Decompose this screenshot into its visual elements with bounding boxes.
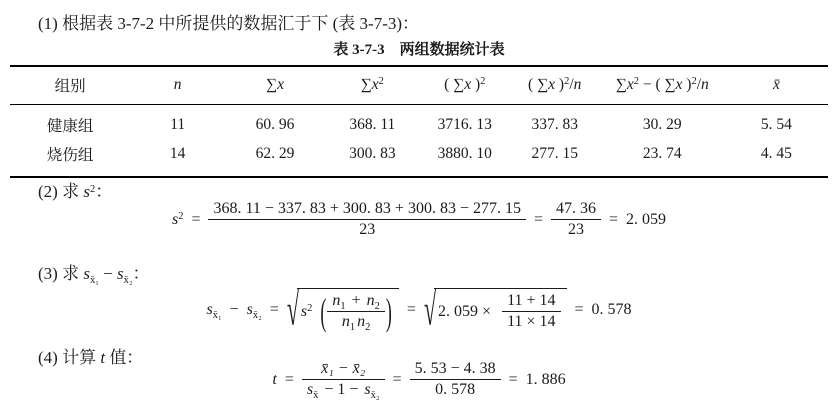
math-text: = [609, 210, 619, 228]
math-base: s [116, 264, 124, 283]
math-text: ∑ [360, 76, 372, 93]
math-text: = [574, 301, 584, 318]
fraction [502, 292, 560, 331]
table-cell: 4. 45 [760, 145, 792, 162]
denominator [551, 219, 601, 239]
math-text: = [269, 301, 279, 318]
table-header-cell [130, 66, 225, 105]
table-row [10, 140, 828, 177]
math-text: − 1 − [320, 381, 363, 398]
math-superscript: 2 [691, 76, 697, 87]
numerator [302, 360, 385, 379]
math-base-superscript [172, 211, 183, 229]
formula-standard-error-difference [0, 283, 838, 335]
math-text: = [191, 210, 201, 228]
math-subscript: x̄₂ [123, 275, 133, 286]
math-text: ) [555, 76, 565, 93]
math-text: 0. 578 [435, 381, 476, 398]
math-base-superscript [627, 76, 639, 93]
intro-paragraph: (1) 根据表 3-7-2 中所提供的数据汇于下 (表 3-7-3)： [38, 14, 420, 33]
math-text: n [173, 76, 182, 93]
table-cell: 23. 74 [642, 145, 682, 162]
math-text: 1. 886 [525, 370, 566, 388]
table-cell: 5. 54 [760, 116, 792, 133]
math-base-superscript [301, 303, 312, 321]
math-text: = [284, 370, 294, 388]
paren-group [319, 292, 393, 331]
numerator [502, 292, 560, 311]
math-text: = [533, 210, 543, 228]
math-text: 11 × 14 [507, 313, 556, 330]
math-text: x [277, 76, 284, 93]
table-header-cell [510, 66, 600, 105]
math-superscript: 2 [564, 76, 570, 87]
math-text: x [464, 76, 472, 93]
math-text: x [675, 76, 683, 93]
math-text: (2) 求 [38, 182, 84, 201]
table-header-cell [225, 66, 325, 105]
math-subscript: 1 [340, 301, 346, 312]
numerator [208, 200, 526, 219]
math-base-subscript [83, 264, 99, 286]
table-cell: 烧伤组 [46, 147, 94, 164]
math-text: ( ∑ [444, 76, 465, 93]
table-header-cell [10, 66, 130, 105]
math-text: 2. 059 [626, 210, 667, 228]
math-text: ： [132, 264, 150, 283]
math-text: / [696, 76, 702, 93]
section-heading-2 [38, 177, 112, 202]
math-subscript: 1 [349, 322, 356, 333]
table-header-cell [325, 66, 420, 105]
math-base-subscript [342, 313, 355, 331]
denominator [327, 311, 385, 331]
table-cell: 3880. 10 [437, 145, 492, 162]
math-base-subscript [367, 292, 380, 310]
radical-sign-icon: √ [423, 283, 437, 335]
statistics-table [10, 65, 828, 178]
denominator [208, 219, 526, 239]
math-subscript: 2 [365, 322, 371, 333]
math-base: s [300, 302, 308, 320]
math-base: s [364, 381, 371, 398]
table-cell: 3716. 13 [437, 116, 492, 133]
math-text: 11 + 14 [507, 292, 556, 309]
math-text: + [347, 292, 365, 309]
math-base-subscript [247, 301, 262, 319]
formula-s-squared [0, 200, 838, 239]
math-text: = [406, 301, 416, 318]
fraction [208, 200, 526, 239]
math-base: s [246, 301, 253, 318]
math-base-superscript [372, 76, 384, 93]
math-text: 5. 53 − 4. 38 [414, 360, 496, 377]
math-text: 23 [359, 221, 376, 238]
fraction [302, 360, 385, 399]
math-text: − [98, 264, 117, 283]
numerator [410, 360, 501, 379]
math-text: ) [682, 76, 692, 93]
numerator [327, 292, 385, 311]
math-text: 368. 11 − 337. 83 + 300. 83 + 300. 83 − 277. 15 [213, 200, 521, 217]
table-cell: 11 [170, 116, 186, 133]
table-cell: 277. 15 [531, 145, 578, 162]
math-subscript: x̄₂ [252, 310, 262, 321]
math-text: 47. 36 [556, 200, 596, 217]
math-text: x̄ [772, 76, 780, 93]
square-root [423, 283, 567, 335]
math-text: / [569, 76, 574, 93]
math-base: s [206, 301, 213, 318]
table-row [10, 105, 828, 141]
section-heading-3 [38, 259, 150, 284]
math-text: (3) 求 [38, 264, 84, 283]
math-text: x [548, 76, 556, 93]
math-text: (4) 计算 [38, 348, 101, 367]
table-cell: 14 [169, 145, 186, 162]
table-cell: 300. 83 [349, 145, 396, 162]
math-base-subscript [116, 264, 133, 286]
paren-content [327, 292, 385, 331]
math-text: = [392, 370, 402, 388]
math-text: = [508, 370, 518, 388]
math-text: − ( ∑ [638, 76, 676, 93]
table-header-cell [725, 66, 828, 105]
math-superscript: 2 [89, 184, 96, 195]
math-text: t [272, 370, 277, 388]
fraction [327, 292, 385, 331]
math-text: 组别 [54, 78, 86, 95]
math-subscript: x̄₁ [212, 310, 222, 321]
left-paren: ( [320, 290, 327, 333]
formula-t-value [0, 360, 838, 399]
table-cell: 60. 96 [255, 116, 295, 133]
math-base: n [357, 313, 366, 330]
table-header-cell [600, 66, 725, 105]
table-cell: 30. 29 [642, 116, 682, 133]
table-title: 表 3-7-3 两组数据统计表 [333, 42, 505, 58]
square-root [286, 283, 399, 335]
table-cell: 337. 83 [531, 116, 578, 133]
math-text: 2. 059 × [438, 302, 496, 320]
numerator [551, 200, 601, 219]
math-base-subscript [206, 301, 221, 319]
table-cell: 368. 11 [349, 116, 396, 133]
math-superscript: 2 [480, 76, 486, 87]
math-base: n [332, 292, 341, 309]
math-base-subscript [332, 292, 345, 310]
radical-sign-icon: √ [286, 283, 299, 335]
math-text: n [573, 76, 582, 93]
math-base: n [341, 313, 350, 330]
math-base-subscript [364, 381, 379, 399]
table-head [10, 66, 828, 105]
math-subscript: x̄₁ [89, 275, 99, 286]
math-base-subscript [357, 313, 370, 331]
math-base-subscript [307, 381, 318, 399]
math-base: s [306, 381, 314, 398]
math-text: t [100, 348, 106, 367]
math-text: ∑ [615, 76, 627, 93]
math-base: n [366, 292, 375, 309]
radicand [434, 288, 566, 332]
math-superscript: 2 [633, 76, 639, 87]
denominator [302, 379, 385, 399]
table-cell: 62. 29 [255, 145, 295, 162]
math-text: 值： [105, 348, 144, 367]
math-text: n [701, 76, 709, 93]
table-body [10, 105, 828, 178]
math-text: ) [471, 76, 481, 93]
math-text: 23 [568, 221, 584, 238]
right-paren: ) [385, 290, 392, 333]
table-header-row [10, 66, 828, 105]
fraction [551, 200, 601, 239]
math-subscript: 2 [374, 301, 380, 312]
math-text: ∑ [266, 76, 278, 93]
fraction [410, 360, 501, 399]
math-superscript: 2 [307, 302, 313, 314]
math-base: x [371, 76, 379, 93]
math-text: − [229, 301, 239, 318]
math-superscript: 2 [378, 76, 384, 87]
math-text: ： [95, 182, 113, 201]
math-base: s [83, 182, 90, 201]
math-text: 0. 578 [591, 301, 632, 318]
math-base-superscript [83, 182, 95, 201]
math-subscript: x̄₂ [370, 390, 380, 401]
math-text: x̄₁ − x̄₂ [321, 360, 366, 377]
math-superscript: 2 [178, 210, 184, 222]
math-base: s [171, 210, 179, 228]
math-subscript: x̄ [313, 390, 319, 401]
radicand [297, 288, 399, 332]
math-base: x [626, 76, 634, 93]
denominator [410, 379, 501, 399]
math-text: ( ∑ [528, 76, 549, 93]
table-cell: 健康组 [46, 118, 94, 135]
math-base: s [83, 264, 90, 283]
table-header-cell [420, 66, 510, 105]
denominator [502, 311, 560, 331]
